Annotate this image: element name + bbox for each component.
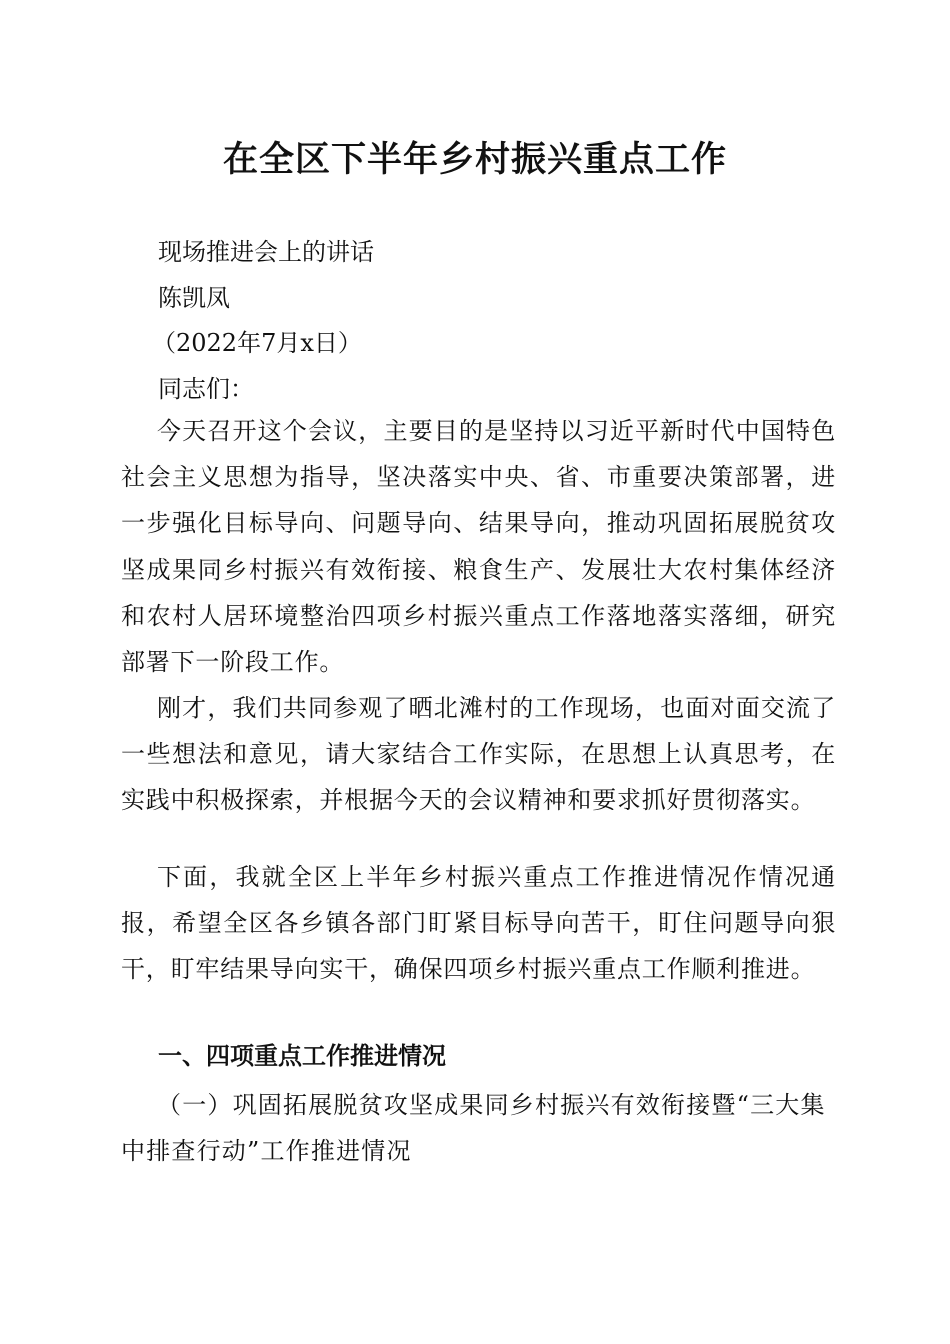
document-subtitle: 现场推进会上的讲话 — [158, 238, 374, 266]
speaker-name: 陈凯凤 — [158, 284, 230, 312]
paragraph-2: 刚才，我们共同参观了晒北滩村的工作现场，也面对面交流了一些想法和意见，请大家结合工作实际，在思想上认真思考，在实践中积极探索，并根据今天的会议精神和要求抓好贯彻落实。 — [121, 694, 836, 815]
section-heading: 一、四项重点工作推进情况 — [158, 1042, 446, 1070]
paragraph-3: 下面，我就全区上半年乡村振兴重点工作推进情况作情况通报，希望全区各乡镇各部门盯紧目标导向苦干，盯住问题导向狠干，盯牢结果导向实干，确保四项乡村振兴重点工作顺利推进。 — [121, 863, 836, 984]
paragraph-1: 今天召开这个会议，主要目的是坚持以习近平新时代中国特色社会主义思想为指导，坚决落实中央、省、市重要决策部署，进一步强化目标导向、问题导向、结果导向，推动巩固拓展脱贫攻坚成果同乡村振兴有效衔接、粮食生产、发展壮大农村集体经济和农村人居环境整治四项乡村振兴重点工作落地落实落细，研究部署下一阶段工作。 — [121, 417, 836, 677]
salutation: 同志们： — [158, 375, 254, 403]
document-title: 在全区下半年乡村振兴重点工作 — [222, 139, 727, 180]
subsection-heading: （一）巩固拓展脱贫攻坚成果同乡村振兴有效衔接暨“三大集中排查行动”工作推进情况 — [121, 1091, 826, 1166]
speech-date: （2022年7月x日） — [152, 329, 362, 357]
